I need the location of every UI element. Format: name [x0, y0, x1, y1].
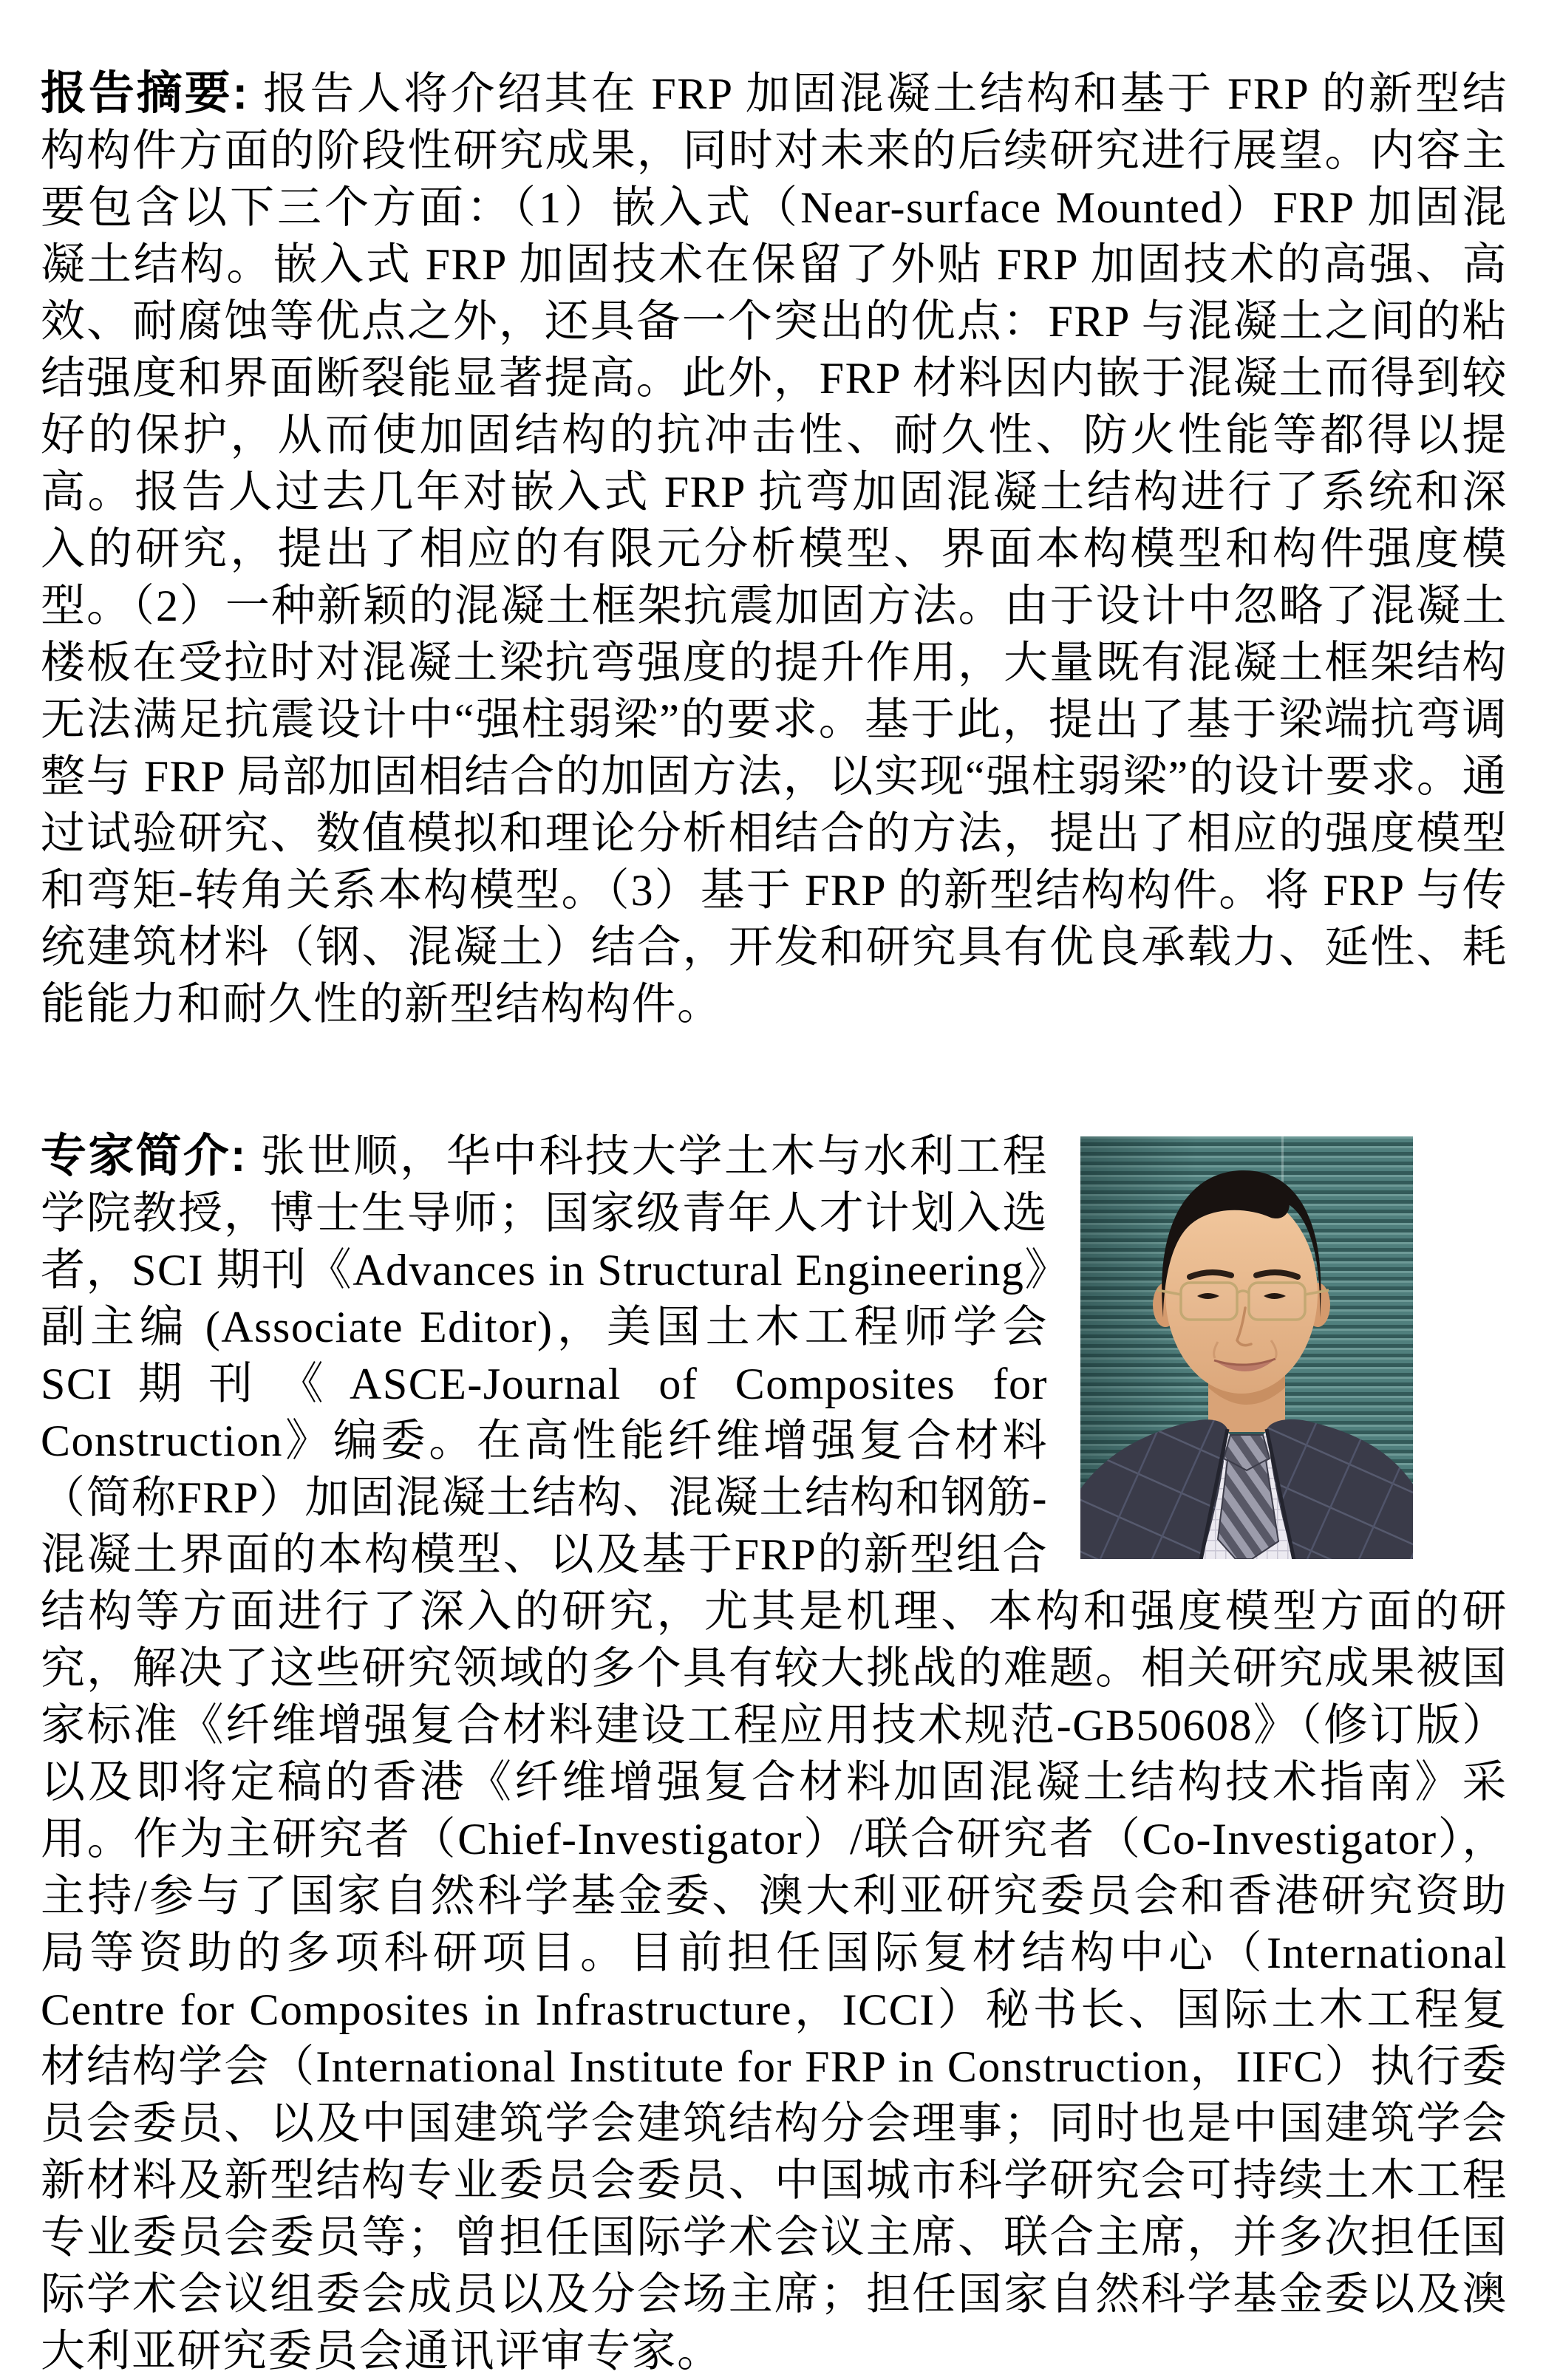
bio-label: 专家简介:: [41, 1131, 247, 1182]
abstract-text: 报告人将介绍其在 FRP 加固混凝土结构和基于 FRP 的新型结构构件方面的阶段性研究成果，同时对未来的后续研究进行展望。内容主要包含以下三个方面：（1）嵌入式（Near-surface Mounted）FRP 加固混凝土结构。嵌入式 FRP 加固技术在保留了外贴 FRP 加固技术的高强、高效、耐腐蚀等优点之外，还具备一个突出的优点：FRP 与混凝土之间的粘结强度和界面断裂能显著提高。此外，FRP 材料因内嵌于混凝土而得到较好的保护，从而使加固结构的抗冲击性、耐久性、防火性能等都得以提高。报告人过去几年对嵌入式 FRP 抗弯加固混凝土结构进行了系统和深入的研究，提出了相应的有限元分析模型、界面本构模型和构件强度模型。（2）一种新颖的混凝土框架抗震加固方法。由于设计中忽略了混凝土楼板在受拉时对混凝土梁抗弯强度的提升作用，大量既有混凝土框架结构无法满足抗震设计中“强柱弱梁”的要求。基于此，提出了基于梁端抗弯调整与 FRP 局部加固相结合的加固方法，以实现“强柱弱梁”的设计要求。通过试验研究、数值模拟和理论分析相结合的方法，提出了相应的强度模型和弯矩-转角关系本构模型。（3）基于 FRP 的新型结构构件。将 FRP 与传统建筑材料（钢、混凝土）结合，开发和研究具有优良承载力、延性、耗能能力和耐久性的新型结构构件。: [41, 69, 1508, 1029]
portrait-photo: [1080, 1136, 1413, 1559]
portrait-photo-svg: [1080, 1136, 1413, 1559]
abstract-paragraph: [41, 65, 1508, 1033]
bio-paragraph: [41, 1128, 1508, 2380]
bio-text: 张世顺，华中科技大学土木与水利工程学院教授，博士生导师；国家级青年人才计划入选者，SCI 期刊《Advances in Structural Engineering》副主编 (Associate Editor)，美国土木工程师学会SCI期刊《ASCE-Journal of Composites for Construction》编委。在高性能纤维增强复合材料（简称FRP）加固混凝土结构、混凝土结构和钢筋-混凝土界面的本构模型、以及基于FRP的新型组合结构等方面进行了深入的研究，尤其是机理、本构和强度模型方面的研究，解决了这些研究领域的多个具有较大挑战的难题。相关研究成果被国家标准《纤维增强复合材料建设工程应用技术规范-GB50608》（修订版）以及即将定稿的香港《纤维增强复合材料加固混凝土结构技术指南》采用。作为主研究者（Chief-Investigator）/联合研究者（Co-Investigator），主持/参与了国家自然科学基金委、澳大利亚研究委员会和香港研究资助局等资助的多项科研项目。目前担任国际复材结构中心（International Centre for Composites in Infrastructure，ICCI）秘书长、国际土木工程复材结构学会（International Institute for FRP in Construction，IIFC）执行委员会委员、以及中国建筑学会建筑结构分会理事；同时也是中国建筑学会新材料及新型结构专业委员会委员、中国城市科学研究会可持续土木工程专业委员会委员等；曾担任国际学术会议主席、联合主席，并多次担任国际学术会议组委会成员以及分会场主席；担任国家自然科学基金委以及澳大利亚研究委员会通讯评审专家。: [41, 1132, 1508, 2376]
abstract-label: 报告摘要:: [41, 68, 249, 119]
